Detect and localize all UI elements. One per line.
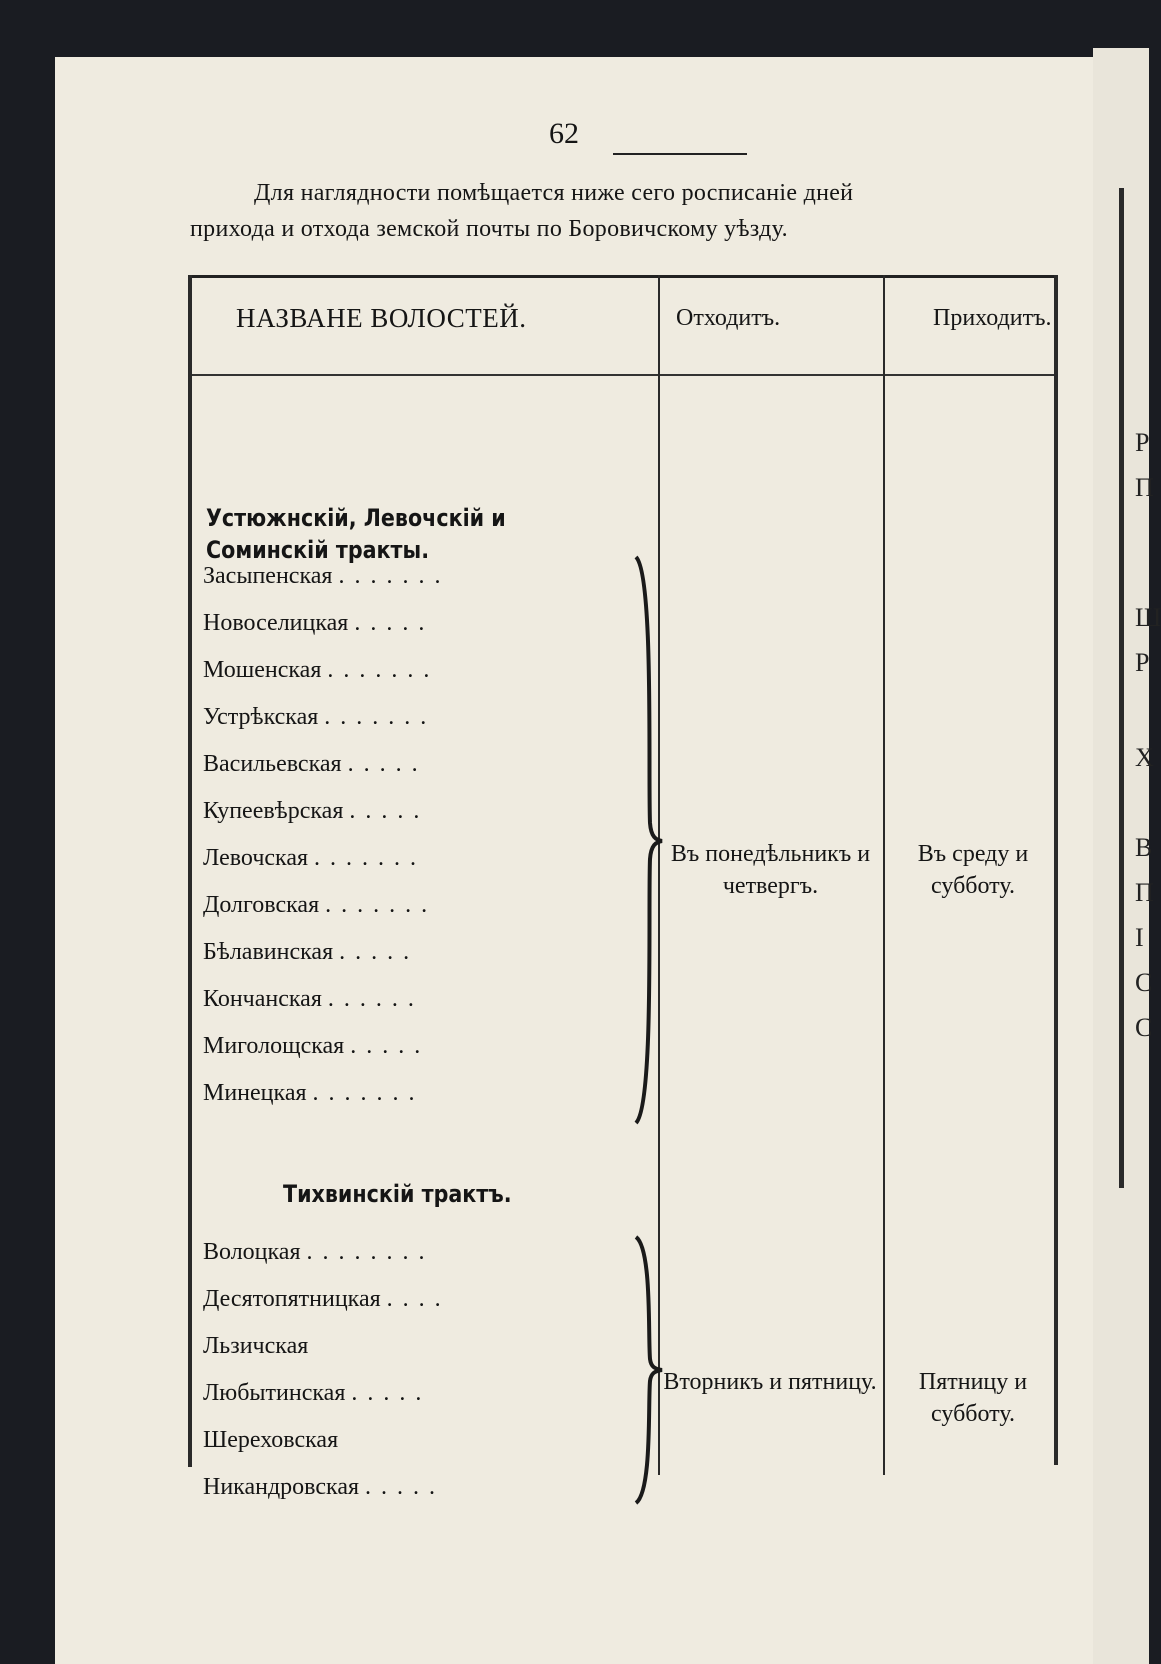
volost-name: Бѣлавинская [203,939,334,965]
intro-line-1: Для наглядности помѣщается ниже сего росписаніе дней [254,180,854,206]
page-number-rule [613,153,747,155]
volost-row: Устрѣкская ....... [203,704,437,730]
volost-row: Васильевская ..... [203,751,428,777]
volost-name: Левочская [203,845,309,871]
adjacent-letter: Р [1135,428,1150,457]
book-page [55,57,1093,1664]
volost-row: Волоцкая ........ [203,1239,435,1265]
volost-row: Новоселицкая ..... [203,610,435,636]
intro-paragraph [190,175,1070,247]
volost-row: Бѣлавинская ..... [203,939,420,965]
volost-name: Миголощская [203,1033,345,1059]
volost-name: Долговская [203,892,320,918]
table-left-border [188,275,192,1467]
adjacent-letter: І [1135,923,1144,952]
adjacent-letter: П [1135,473,1154,502]
adjacent-letter: В [1135,833,1153,862]
volost-row: Засыпенская ....... [203,563,451,589]
volost-row [203,1427,338,1454]
volost-name: Шереховская [203,1427,339,1453]
volost-row: Миголощская ..... [203,1033,431,1059]
volost-row: Купеевѣрская ..... [203,798,430,824]
section-title: Тихвинскій трактъ. [283,1180,512,1208]
section1-arrives: Въ среду и субботу. [917,841,1029,899]
volost-name: Засыпенская [203,563,333,589]
adjacent-letter: Р [1135,648,1150,677]
volost-name: Десятопятницкая [203,1286,381,1312]
header-arrives: Приходитъ. [933,305,1052,331]
section-title: Устюжнскій, Левочскій и Соминскій тракты. [206,504,506,564]
adjacent-page-rule [1119,188,1124,1188]
volost-row [203,1333,308,1360]
intro-line-2: прихода и отхода земской почты по Боровичскому уѣзду. [190,216,788,242]
adjacent-page-edge [1093,48,1161,1664]
volost-row: Десятопятницкая .... [203,1286,451,1312]
table-header-rule [188,374,1056,376]
header-volost-name: НАЗВАНЕ ВОЛОСТЕЙ. [236,303,527,333]
page-number: 62 [549,117,579,150]
volost-name: Купеевѣрская [203,798,344,824]
volost-row: Кончанская ...... [203,986,424,1012]
volost-name: Любытинская [203,1380,346,1406]
volost-name: Кончанская [203,986,322,1012]
volost-name: Льзичская [203,1333,309,1359]
adjacent-letter: С [1135,968,1153,997]
volost-name: Устрѣкская [203,704,319,730]
section2-departs: Вторникъ и пятницу. [663,1369,877,1395]
volost-name: Мошенская [203,657,322,683]
volost-name: Минецкая [203,1080,307,1106]
volost-name: Волоцкая [203,1239,301,1265]
volost-row: Минецкая ....... [203,1080,425,1106]
volost-row: Долговская ....... [203,892,438,918]
volost-name: Никандровская [203,1474,360,1500]
volost-name: Новоселицкая [203,610,349,636]
table-column-divider [883,275,885,1475]
schedule-table [188,275,1056,1500]
section2-arrives: Пятницу и субботу. [918,1369,1028,1427]
volost-row: Никандровская ..... [203,1474,446,1500]
adjacent-letter: Ш [1135,603,1161,632]
adjacent-letter: С [1135,1013,1153,1042]
bracket-section-1 [628,555,668,1125]
header-departs: Отходитъ. [676,305,781,331]
adjacent-letter: Х [1135,743,1154,772]
volost-row: Левочская ....... [203,845,427,871]
section1-departs: Въ понедѣльникъ и четвергъ. [670,841,871,899]
volost-name: Васильевская [203,751,342,777]
volost-row: Любытинская ..... [203,1380,432,1406]
volost-row: Мошенская ....... [203,657,440,683]
adjacent-letter: П [1135,878,1154,907]
table-top-rule [188,275,1056,278]
